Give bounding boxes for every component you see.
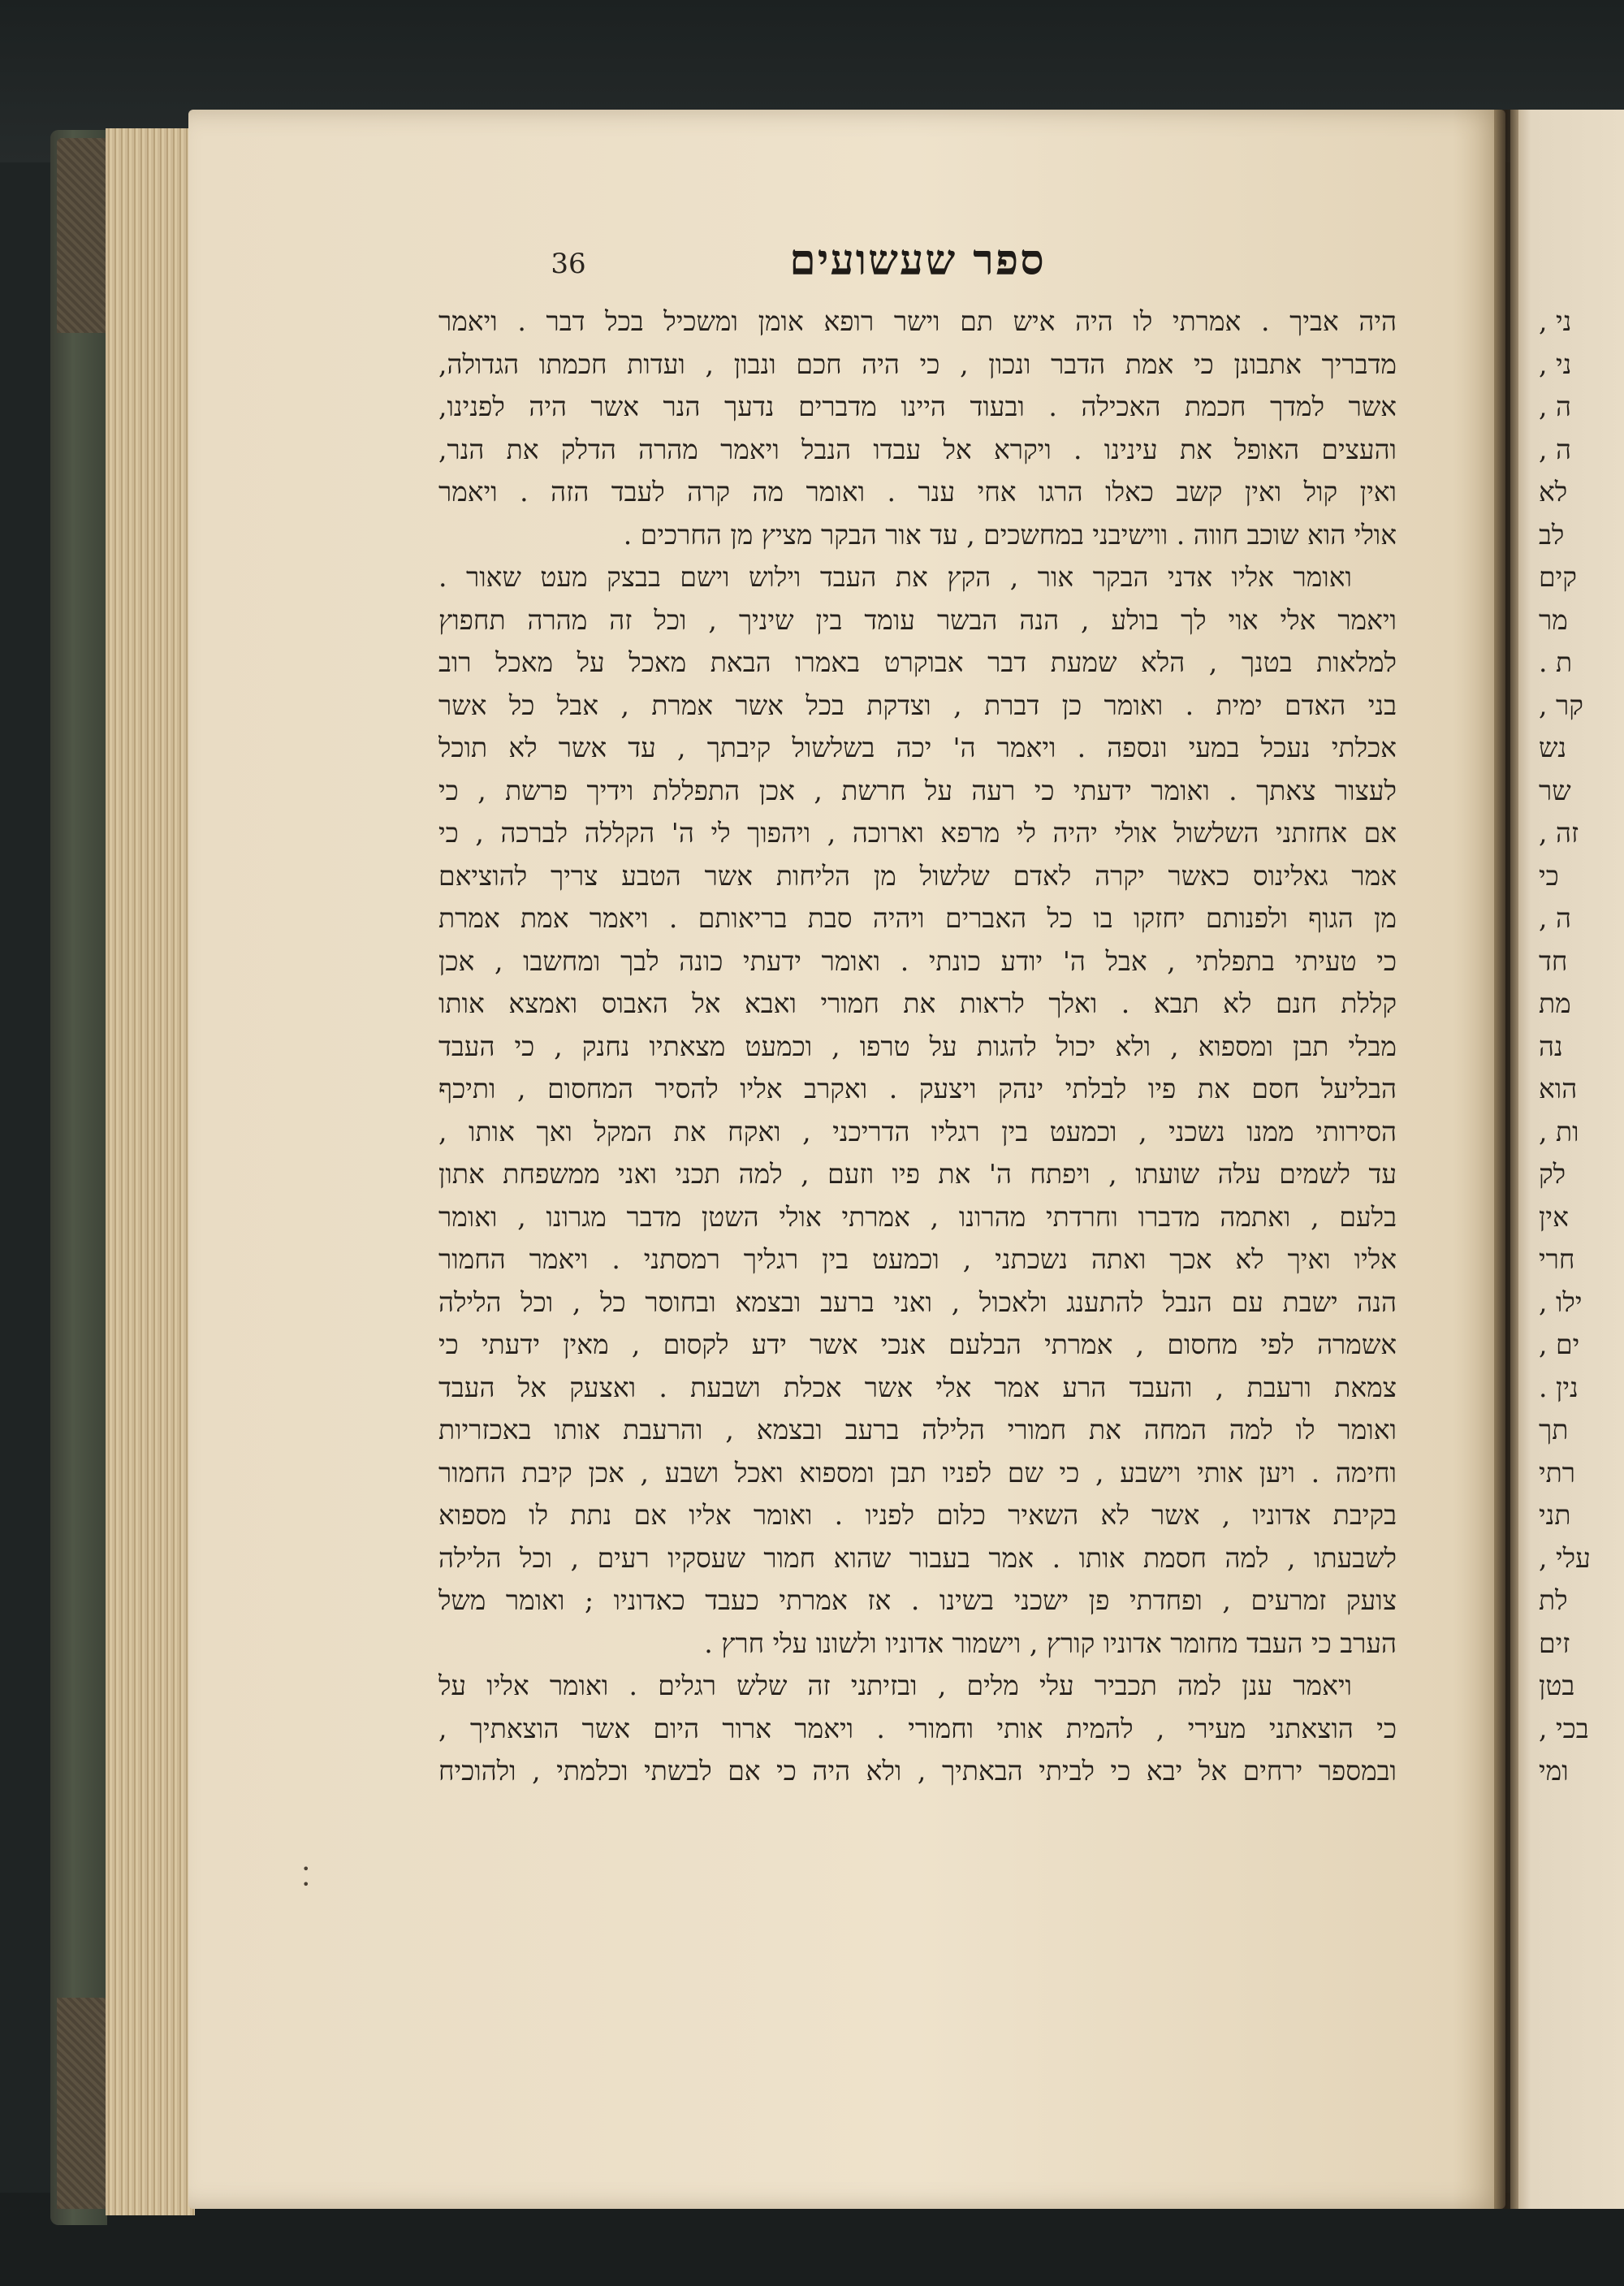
text-line: בלעם , ואתמה מדברו וחרדתי מהרונו , אמרתי אולי השטן מדבר מגרונו , ואומר	[438, 1200, 1397, 1233]
next-page-fragment: זה ,	[1539, 817, 1579, 849]
next-page-fragment: זים	[1539, 1627, 1570, 1659]
next-page-fragment: לק	[1539, 1158, 1566, 1190]
text-line: הנה ישבת עם הנבל להתענג ולאכול , ואני ברעב ובצמא ובחוסר כל , וכל הלילה	[438, 1286, 1397, 1318]
next-page-fragment: נין .	[1539, 1371, 1579, 1403]
next-page-fragment: אין	[1539, 1200, 1569, 1233]
next-page-fragment: הוא	[1539, 1073, 1578, 1104]
text-line: הסירותי ממנו נשכני , וכמעט בין רגליו הדריכני , ואקח את המקל ואך אותו ,	[438, 1115, 1397, 1147]
text-line: מדבריך אתבונן כי אמת הדבר ונכון , כי היה חכם ונבון , ועדות חכמתו הגדולה,	[438, 348, 1397, 380]
text-line: ויאמר אלי אוי לך בולע , הנה הבשר עומד בין שיניך , וכל זה מהרה תחפוץ	[438, 603, 1397, 636]
text-line: ואין קול ואין קשב כאלו הרגו אחי ענר . ואומר מה קרה לעבד הזה . ויאמר	[438, 476, 1397, 508]
next-page-fragment: ות ,	[1539, 1115, 1579, 1147]
next-page-text-fragments	[1539, 300, 1616, 1827]
text-line: קללת חנם לא תבא . ואלך לראות את חמורי ואבא אל האבוס ואמצא אותו	[438, 987, 1397, 1019]
text-line: בקיבת אדוניו , אשר לא השאיר כלום לפניו . ואומר אליו אם נתת לו מספוא	[438, 1499, 1397, 1531]
next-page-fragment: לת	[1539, 1584, 1568, 1616]
text-line: הבליעל חסם את פיו לבלתי ינהק ויצעק . ואקרב אליו להסיר המחסום , ותיכף	[438, 1073, 1397, 1104]
text-line: לעצור צאתך . ואומר ידעתי כי רעה על חרשת , אכן התפללת וידיך פרשת , כי	[438, 774, 1397, 806]
text-line: צמאת ורעבת , והעבד הרע אמר אלי אשר אכלת ושבעת . ואצעק אל העבד	[438, 1371, 1397, 1403]
next-page-fragment: ומי	[1539, 1755, 1569, 1787]
book-cover-spine	[50, 130, 107, 2225]
text-line: למלאות בטנך , הלא שמעת דבר אבוקרט באמרו הבאת מאכל על מאכל רוב	[438, 646, 1397, 678]
cloth-binding-top	[57, 138, 106, 333]
text-line: וחימה . ויען אותי וישבע , כי שם לפניו תבן ומספוא ואכל ושבע , אכן קיבת החמור	[438, 1456, 1397, 1489]
next-page-fragment: ים ,	[1539, 1329, 1580, 1360]
book-gutter	[1494, 110, 1518, 2209]
text-line: אכלתי נעכל במעי ונספה . ויאמר ה' יכה בשלשול קיבתך , עד אשר לא תוכל	[438, 732, 1397, 763]
text-line: הערב כי העבד מחומר אדוניו קורץ , וישמור אדוניו ולשונו עלי חרץ .	[704, 1627, 1397, 1659]
page-number: 36	[551, 248, 586, 280]
text-line: אולי הוא שוכב חווה . ווישיבני במחשכים , עד אור הבקר מציץ מן החרכים .	[623, 518, 1397, 551]
text-line: היה אביך . אמרתי לו היה איש תם וישר רופא אומן ומשכיל בכל דבר . ויאמר	[438, 305, 1397, 337]
next-page-fragment: ת .	[1539, 646, 1573, 678]
next-page-fragment: קים	[1539, 561, 1577, 593]
next-page-fragment: ילו ,	[1539, 1286, 1583, 1318]
running-title: ספר שעשועים	[789, 236, 1046, 285]
next-page-fragment: רתי	[1539, 1456, 1575, 1489]
text-line: כי הוצאתני מעירי , להמית אותי וחמורי . ויאמר ארור היום אשר הוצאתיך ,	[438, 1712, 1397, 1744]
next-page-fragment: ני ,	[1539, 348, 1572, 380]
next-page-fragment: קר ,	[1539, 689, 1583, 721]
page-edges	[106, 128, 195, 2215]
text-line: כי טעיתי בתפלתי , אבל ה' יודע כונתי . ואומר ידעתי כונה לבך ומחשבו , אכן	[438, 944, 1397, 977]
next-page-fragment: לב	[1539, 518, 1565, 551]
text-line: עד לשמים עלה שועתו , ויפתח ה' את פיו וזעם , למה תכני ואני ממשפחת אתון	[438, 1158, 1397, 1190]
next-page-fragment: שר	[1539, 774, 1571, 806]
page-marks: • •	[302, 1861, 310, 1892]
text-line: ויאמר ענן למה תכביר עלי מלים , ובזיתני זה שלש רגלים . ואומר אליו על	[438, 1670, 1352, 1701]
text-line: אליו ואיך לא אכך ואתה נשכתני , וכמעט בין רגליך רמסתני . ויאמר החמור	[438, 1243, 1397, 1275]
next-page-fragment: חרי	[1539, 1243, 1575, 1275]
next-page-fragment: ה ,	[1539, 902, 1571, 934]
next-page-fragment: ני ,	[1539, 305, 1572, 337]
text-line: אם אחזתני השלשול אולי יהיה לי מרפא וארוכה , ויהפוך לי ה' הקללה לברכה , כי	[438, 817, 1397, 849]
next-page-fragment: מר	[1539, 603, 1568, 636]
next-page-fragment: ה ,	[1539, 433, 1571, 465]
text-line: אשמרה לפי מחסום , אמרתי הבלעם אנכי אשר ידע לקסום , מאין ידעתי כי	[438, 1329, 1397, 1360]
cloth-binding-bottom	[57, 1998, 106, 2209]
next-page-fragment: חד	[1539, 944, 1568, 977]
text-line: מבלי תבן ומספוא , ולא יכול להגות על טרפו , וכמעט מצאתיו נחנק , כי העבד	[438, 1030, 1397, 1062]
next-page-fragment: כי	[1539, 859, 1559, 892]
next-page-fragment: לא	[1539, 476, 1568, 508]
next-page-fragment: עלי ,	[1539, 1541, 1591, 1574]
next-page-fragment: תך	[1539, 1414, 1569, 1445]
text-line: בני האדם ימית . ואומר כן דברת , וצדקת בכל אשר אמרת , אבל כל אשר	[438, 689, 1397, 721]
next-page-fragment: נש	[1539, 732, 1567, 763]
text-line: ואומר לו למה המחה את חמורי הלילה ברעב ובצמא , והרעבת אותו באכזריות	[438, 1414, 1397, 1445]
text-line: לשבעתו , למה חסמת אותו . אמר בעבור שהוא חמור שעסקיו רעים , וכל הלילה	[438, 1541, 1397, 1574]
text-line: והעצים האופל את עינינו . ויקרא אל עבדו הנבל ויאמר מהרה הדלק את הנר,	[438, 433, 1397, 465]
text-line: מן הגוף ולפנותם יחזקו בו כל האברים ויהיה סבת בריאותם . ויאמר אמת אמרת	[438, 902, 1397, 934]
body-text	[438, 300, 1397, 1827]
text-line: אשר למדך חכמת האכילה . ובעוד היינו מדברים נדעך הנר אשר היה לפנינו,	[438, 391, 1397, 422]
next-page-fragment: בכי ,	[1539, 1712, 1589, 1744]
next-page-fragment: מת	[1539, 987, 1571, 1019]
text-line: אמר גאלינוס כאשר יקרה לאדם שלשול מן הליחות אשר הטבע צריך להוציאם	[438, 859, 1397, 892]
next-page-fragment: בטן	[1539, 1670, 1575, 1701]
next-page-fragment: נה	[1539, 1030, 1563, 1062]
next-page-fragment: תני	[1539, 1499, 1571, 1531]
text-line: ואומר אליו אדני הבקר אור , הקץ את העבד וילוש וישם בבצק מעט שאור .	[438, 561, 1352, 593]
next-page-fragment: ה ,	[1539, 391, 1571, 422]
text-line: צועק זמרעים , ופחדתי פן ישכני בשינו . אז אמרתי כעבד כאדוניו ; ואומר משל	[438, 1584, 1397, 1616]
text-line: ובמספר ירחים אל יבא כי לביתי הבאתיך , ולא היה כי אם לבשתי וכלמתי , ולהוכיח	[438, 1755, 1397, 1787]
